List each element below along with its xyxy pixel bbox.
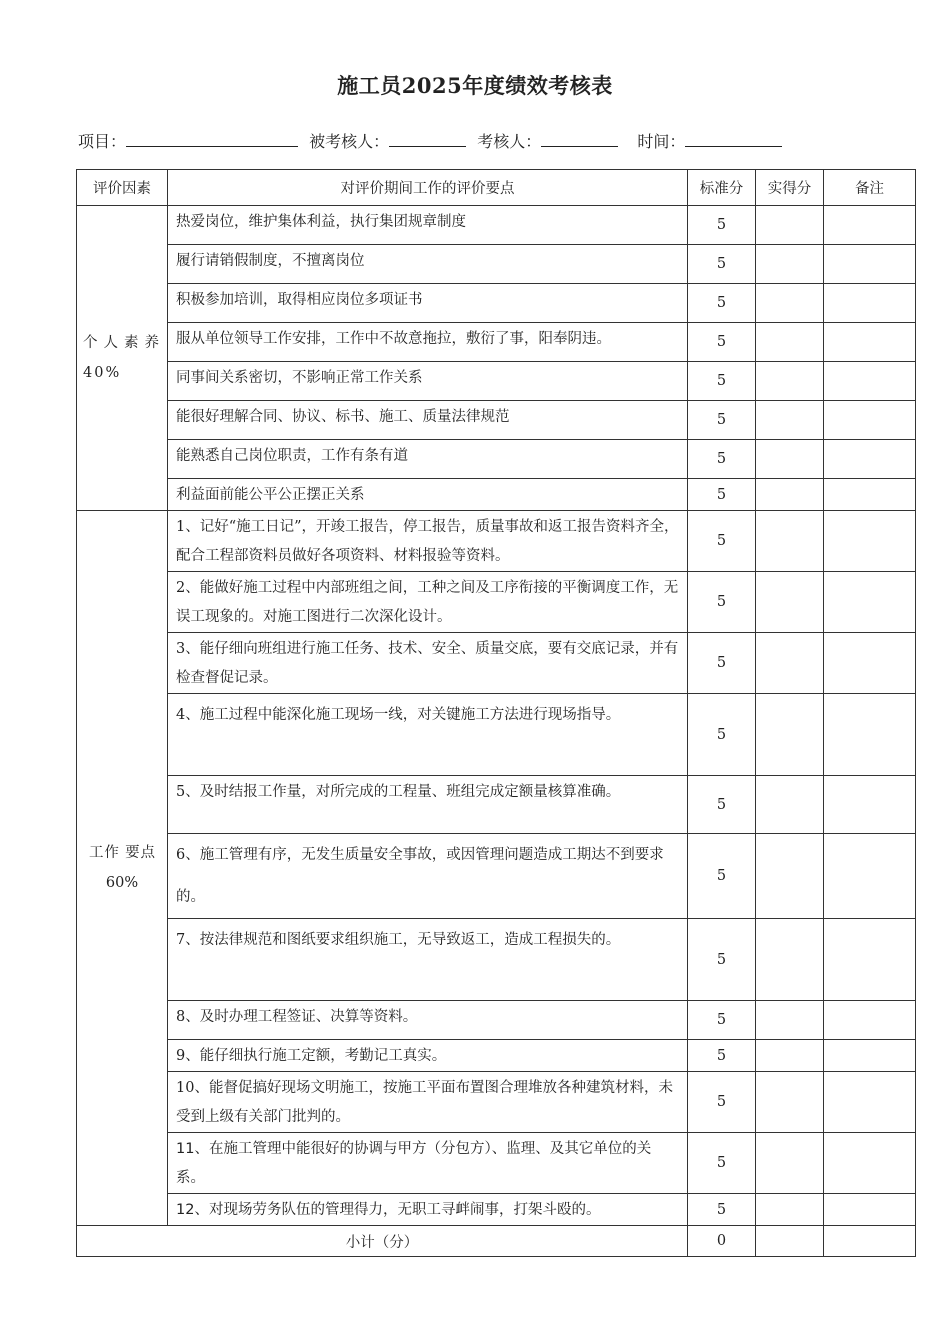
item-text: 9、能仔细执行施工定额，考勤记工真实。	[168, 1040, 688, 1072]
item-text: 1、记好“施工日记”，开竣工报告，停工报告，质量事故和返工报告资料齐全，配合工程部资料员做好各项资料、材料报验等资料。	[168, 511, 688, 572]
item-text: 能熟悉自己岗位职责，工作有条有道	[168, 440, 688, 479]
table-row	[77, 479, 916, 511]
remark-cell[interactable]	[824, 245, 916, 284]
item-text: 利益面前能公平公正摆正关系	[168, 479, 688, 511]
subtotal-remark-cell[interactable]	[824, 1226, 916, 1257]
item-text: 服从单位领导工作安排，工作中不故意拖拉，敷衍了事，阳奉阴违。	[168, 323, 688, 362]
standard-score: 5	[688, 834, 756, 919]
time-blank[interactable]	[685, 131, 782, 147]
actual-score-cell[interactable]	[756, 919, 824, 1001]
remark-cell[interactable]	[824, 1001, 916, 1040]
actual-score-cell[interactable]	[756, 1072, 824, 1133]
item-text: 履行请销假制度，不擅离岗位	[168, 245, 688, 284]
item-text: 能很好理解合同、协议、标书、施工、质量法律规范	[168, 401, 688, 440]
remark-cell[interactable]	[824, 834, 916, 919]
table-row	[77, 1133, 916, 1194]
subtotal-row	[77, 1226, 916, 1257]
actual-score-cell[interactable]	[756, 694, 824, 776]
project-label: 项目：	[78, 132, 127, 151]
table-header-row	[77, 170, 916, 206]
table-row	[77, 206, 916, 245]
standard-score: 5	[688, 1040, 756, 1072]
table-row	[77, 572, 916, 633]
subtotal-actual-cell[interactable]	[756, 1226, 824, 1257]
standard-score: 5	[688, 776, 756, 834]
header-standard: 标准分	[688, 170, 756, 206]
item-text: 积极参加培训，取得相应岗位多项证书	[168, 284, 688, 323]
table-row	[77, 323, 916, 362]
standard-score: 5	[688, 1072, 756, 1133]
standard-score: 5	[688, 1133, 756, 1194]
form-header-fields	[78, 129, 782, 152]
remark-cell[interactable]	[824, 694, 916, 776]
remark-cell[interactable]	[824, 284, 916, 323]
standard-score: 5	[688, 572, 756, 633]
standard-score: 5	[688, 440, 756, 479]
item-text: 2、能做好施工过程中内部班组之间，工种之间及工序衔接的平衡调度工作，无误工现象的。对施工图进行二次深化设计。	[168, 572, 688, 633]
actual-score-cell[interactable]	[756, 1133, 824, 1194]
standard-score: 5	[688, 479, 756, 511]
actual-score-cell[interactable]	[756, 834, 824, 919]
actual-score-cell[interactable]	[756, 245, 824, 284]
item-text: 7、按法律规范和图纸要求组织施工，无导致返工，造成工程损失的。	[168, 919, 688, 1001]
actual-score-cell[interactable]	[756, 511, 824, 572]
table-row	[77, 1040, 916, 1072]
standard-score: 5	[688, 284, 756, 323]
remark-cell[interactable]	[824, 572, 916, 633]
actual-score-cell[interactable]	[756, 323, 824, 362]
remark-cell[interactable]	[824, 1133, 916, 1194]
header-actual: 实得分	[756, 170, 824, 206]
section-work-points: 工作 要点60%	[77, 511, 168, 1226]
table-row	[77, 284, 916, 323]
actual-score-cell[interactable]	[756, 440, 824, 479]
item-text: 8、及时办理工程签证、决算等资料。	[168, 1001, 688, 1040]
standard-score: 5	[688, 245, 756, 284]
remark-cell[interactable]	[824, 919, 916, 1001]
actual-score-cell[interactable]	[756, 479, 824, 511]
standard-score: 5	[688, 919, 756, 1001]
remark-cell[interactable]	[824, 633, 916, 694]
actual-score-cell[interactable]	[756, 401, 824, 440]
standard-score: 5	[688, 694, 756, 776]
remark-cell[interactable]	[824, 401, 916, 440]
actual-score-cell[interactable]	[756, 362, 824, 401]
time-label: 时间：	[637, 132, 686, 151]
table-row	[77, 633, 916, 694]
actual-score-cell[interactable]	[756, 1194, 824, 1226]
table-row	[77, 1194, 916, 1226]
header-factor: 评价因素	[77, 170, 168, 206]
standard-score: 5	[688, 323, 756, 362]
remark-cell[interactable]	[824, 1040, 916, 1072]
section-personal-quality: 个人素养40%	[77, 206, 168, 511]
item-text: 同事间关系密切，不影响正常工作关系	[168, 362, 688, 401]
table-row	[77, 919, 916, 1001]
item-text: 4、施工过程中能深化施工现场一线，对关键施工方法进行现场指导。	[168, 694, 688, 776]
table-row	[77, 776, 916, 834]
item-text: 6、施工管理有序，无发生质量安全事故，或因管理问题造成工期达不到要求的。	[168, 834, 688, 919]
item-text: 5、及时结报工作量，对所完成的工程量、班组完成定额量核算准确。	[168, 776, 688, 834]
assessee-blank[interactable]	[389, 131, 466, 147]
item-text: 3、能仔细向班组进行施工任务、技术、安全、质量交底，要有交底记录，并有检查督促记录。	[168, 633, 688, 694]
table-row	[77, 1001, 916, 1040]
project-blank[interactable]	[126, 131, 298, 147]
item-text: 10、能督促搞好现场文明施工，按施工平面布置图合理堆放各种建筑材料，未受到上级有关部门批判的。	[168, 1072, 688, 1133]
remark-cell[interactable]	[824, 362, 916, 401]
standard-score: 5	[688, 362, 756, 401]
remark-cell[interactable]	[824, 323, 916, 362]
actual-score-cell[interactable]	[756, 1040, 824, 1072]
standard-score: 5	[688, 511, 756, 572]
standard-score: 5	[688, 633, 756, 694]
table-row	[77, 245, 916, 284]
actual-score-cell[interactable]	[756, 572, 824, 633]
table-row	[77, 440, 916, 479]
remark-cell[interactable]	[824, 511, 916, 572]
assessee-label: 被考核人：	[309, 132, 390, 151]
table-row	[77, 834, 916, 919]
standard-score: 5	[688, 401, 756, 440]
remark-cell[interactable]	[824, 776, 916, 834]
item-text: 11、在施工管理中能很好的协调与甲方（分包方）、监理、及其它单位的关系。	[168, 1133, 688, 1194]
table-row	[77, 694, 916, 776]
standard-score: 5	[688, 1001, 756, 1040]
page-title: 施工员2025年度绩效考核表	[337, 73, 613, 98]
evaluation-table	[76, 169, 916, 1257]
subtotal-value: 0	[688, 1226, 756, 1257]
header-remark: 备注	[824, 170, 916, 206]
subtotal-label: 小计（分）	[77, 1226, 688, 1257]
table-row	[77, 401, 916, 440]
standard-score: 5	[688, 206, 756, 245]
assessor-label: 考核人：	[477, 132, 542, 151]
table-row	[77, 362, 916, 401]
remark-cell[interactable]	[824, 1194, 916, 1226]
standard-score: 5	[688, 1194, 756, 1226]
item-text: 12、对现场劳务队伍的管理得力，无职工寻衅闹事，打架斗殴的。	[168, 1194, 688, 1226]
actual-score-cell[interactable]	[756, 633, 824, 694]
remark-cell[interactable]	[824, 479, 916, 511]
remark-cell[interactable]	[824, 206, 916, 245]
table-row	[77, 511, 916, 572]
actual-score-cell[interactable]	[756, 1001, 824, 1040]
actual-score-cell[interactable]	[756, 776, 824, 834]
actual-score-cell[interactable]	[756, 284, 824, 323]
remark-cell[interactable]	[824, 1072, 916, 1133]
header-points: 对评价期间工作的评价要点	[168, 170, 688, 206]
item-text: 热爱岗位，维护集体利益，执行集团规章制度	[168, 206, 688, 245]
actual-score-cell[interactable]	[756, 206, 824, 245]
remark-cell[interactable]	[824, 440, 916, 479]
table-row	[77, 1072, 916, 1133]
assessor-blank[interactable]	[541, 131, 618, 147]
